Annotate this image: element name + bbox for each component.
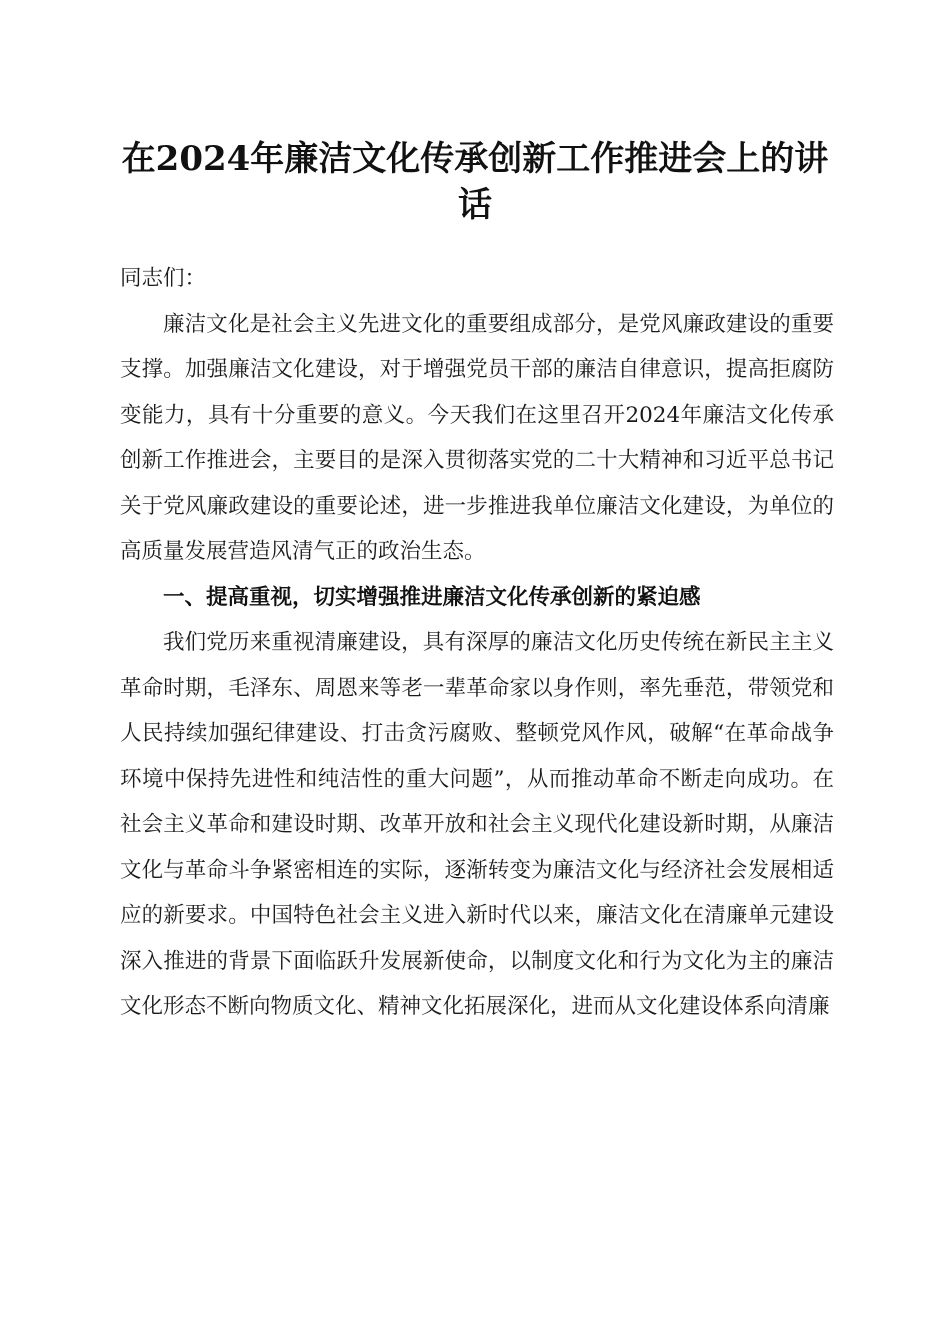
salutation: 同志们： bbox=[120, 266, 207, 291]
document-title: 在2024年廉洁文化传承创新工作推进会上的讲话 bbox=[121, 139, 829, 225]
document-body bbox=[120, 256, 834, 1030]
section-heading: 一、提高重视，切实增强推进廉洁文化传承创新的紧迫感 bbox=[163, 584, 701, 610]
section-paragraph: 我们党历来重视清廉建设，具有深厚的廉洁文化历史传统在新民主主义革命时期，毛泽东、周恩来等老一辈革命家以身作则，率先垂范，带领党和人民持续加强纪律建设、打击贪污腐败、整顿党风作风，破解“在革命战争环境中保持先进性和纯洁性的重大问题”，从而推动革命不断走向成功。在社会主义革命和建设时期、改革开放和社会主义现代化建设新时期，从廉洁文化与革命斗争紧密相连的实际，逐渐转变为廉洁文化与经济社会发展相适应的新要求。中国特色社会主义进入新时代以来，廉洁文化在清廉单元建设深入推进的背景下面临跃升发展新使命，以制度文化和行为文化为主的廉洁文化形态不断向物质文化、精神文化拓展深化，进而从文化建设体系向清廉 bbox=[120, 630, 834, 1019]
intro-paragraph: 廉洁文化是社会主义先进文化的重要组成部分，是党风廉政建设的重要支撑。加强廉洁文化建设，对于增强党员干部的廉洁自律意识，提高拒腐防变能力，具有十分重要的意义。今天我们在这里召开2024年廉洁文化传承创新工作推进会，主要目的是深入贯彻落实党的二十大精神和习近平总书记关于党风廉政建设的重要论述，进一步推进我单位廉洁文化建设，为单位的高质量发展营造风清气正的政治生态。 bbox=[120, 311, 834, 564]
